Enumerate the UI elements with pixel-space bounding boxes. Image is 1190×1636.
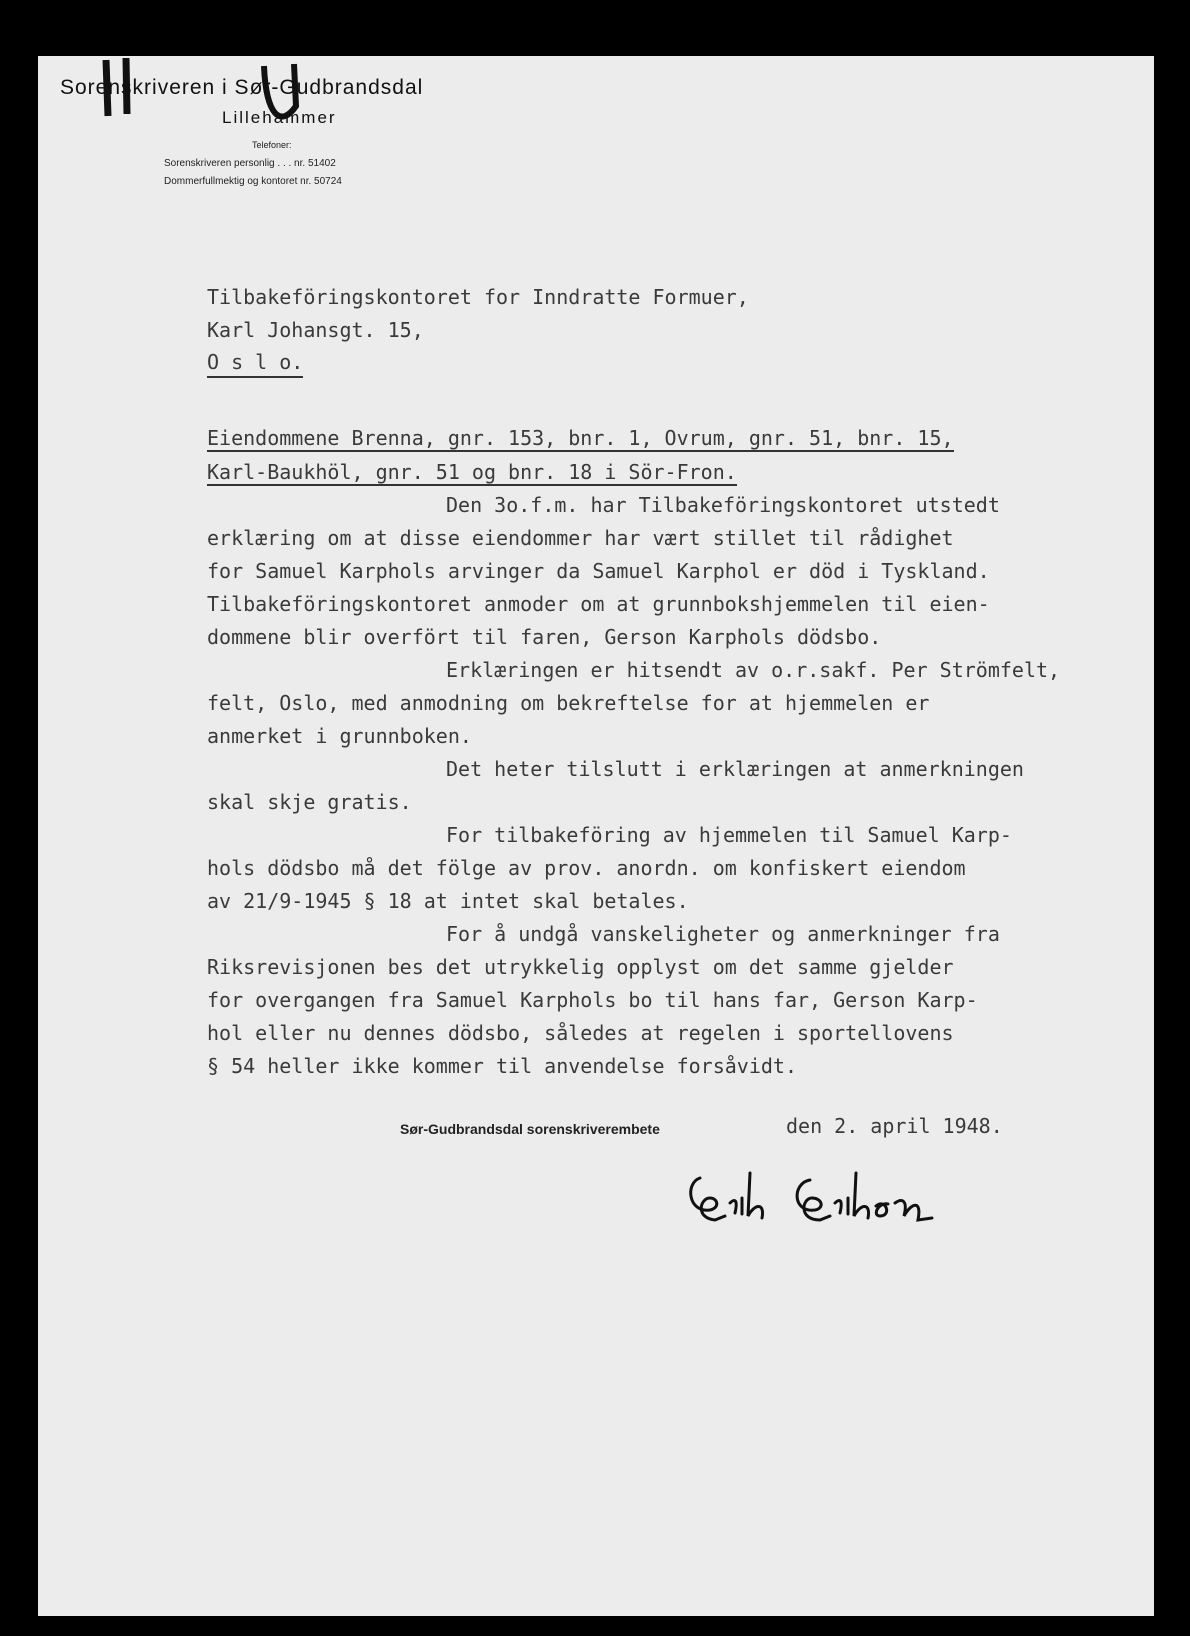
body-line: hols dödsbo må det fölge av prov. anordn. om konfiskert eiendom: [207, 856, 966, 880]
body-line: Tilbakeföringskontoret anmoder om at grunnbokshjemmelen til eien-: [207, 592, 990, 616]
body-line: For å undgå vanskeligheter og anmerkninger fra: [446, 922, 1000, 946]
recipient-city: O s l o.: [207, 350, 303, 378]
body-line: av 21/9-1945 § 18 at intet skal betales.: [207, 889, 689, 913]
body-line: felt, Oslo, med anmodning om bekreftelse for at hjemmelen er: [207, 691, 930, 715]
recipient-line: Karl Johansgt. 15,: [207, 318, 424, 342]
body-line: hol eller nu dennes dödsbo, således at regelen i sportellovens: [207, 1021, 954, 1045]
office-stamp: Sør-Gudbrandsdal sorenskriverembete: [400, 1121, 660, 1137]
body-line: skal skje gratis.: [207, 790, 412, 814]
subject-line: Karl-Baukhöl, gnr. 51 og bnr. 18 i Sör-Fron.: [207, 460, 737, 484]
letterhead-phone-line: Dommerfullmektig og kontoret nr. 50724: [164, 176, 342, 187]
body-line: anmerket i grunnboken.: [207, 724, 472, 748]
body-line: Det heter tilslutt i erklæringen at anmerkningen: [446, 757, 1024, 781]
letterhead-city: Lillehammer: [222, 108, 337, 127]
body-line: dommene blir overfört til faren, Gerson Karphols dödsbo.: [207, 625, 882, 649]
body-line: erklæring om at disse eiendommer har vært stillet til rådighet: [207, 526, 954, 550]
body-line: Erklæringen er hitsendt av o.r.sakf. Per Strömfelt,: [446, 658, 1061, 682]
binding-marks: [96, 56, 316, 148]
letterhead-office: Sorenskriveren i Sør-Gudbrandsdal: [60, 76, 424, 99]
letter-date: den 2. april 1948.: [786, 1114, 1003, 1138]
body-line: Riksrevisjonen bes det utrykkelig opplyst om det samme gjelder: [207, 955, 954, 979]
handwritten-signature: [680, 1158, 980, 1238]
recipient-line: Tilbakeföringskontoret for Inndratte Formuer,: [207, 285, 749, 309]
letterhead-phone-line: Sorenskriveren personlig . . . nr. 51402: [164, 158, 336, 169]
body-line: § 54 heller ikke kommer til anvendelse forsåvidt.: [207, 1054, 798, 1078]
subject-line: Eiendommene Brenna, gnr. 153, bnr. 1, Ovrum, gnr. 51, bnr. 15,: [207, 426, 954, 450]
body-line: for Samuel Karphols arvinger da Samuel Karphol er död i Tyskland.: [207, 559, 990, 583]
body-line: Den 3o.f.m. har Tilbakeföringskontoret utstedt: [446, 493, 1000, 517]
body-line: for overgangen fra Samuel Karphols bo til hans far, Gerson Karp-: [207, 988, 978, 1012]
body-line: For tilbakeföring av hjemmelen til Samuel Karp-: [446, 823, 1012, 847]
letterhead-phones-heading: Telefoner:: [252, 140, 292, 150]
